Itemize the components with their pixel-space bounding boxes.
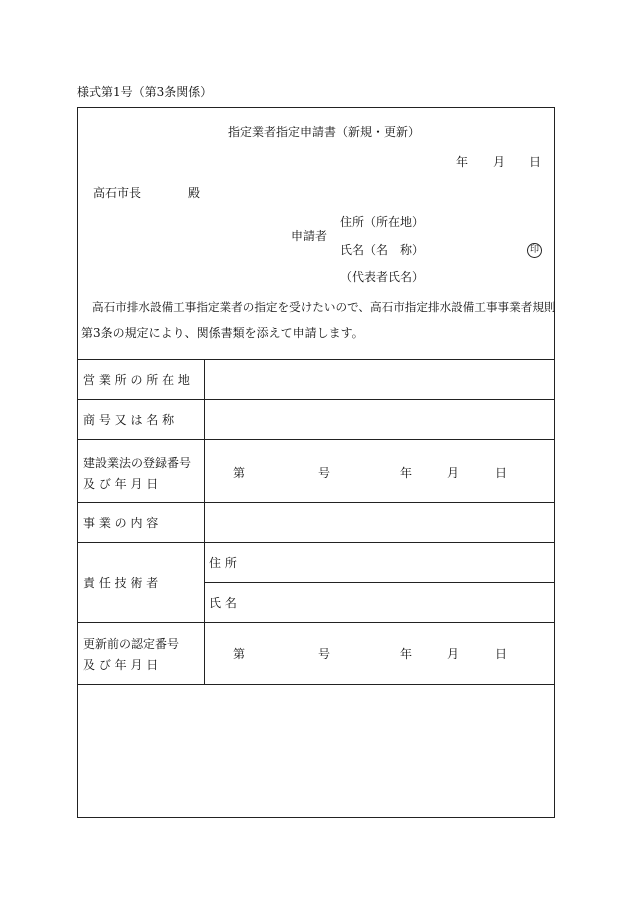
previous-cert-month-label: 月 (447, 647, 460, 661)
registration-number-label-line2: 及 び 年 月 日 (83, 477, 159, 491)
applicant-name-label: 氏名（名 称） (340, 243, 425, 257)
date-year-label: 年 (456, 155, 469, 169)
registration-day-label: 日 (495, 466, 508, 480)
previous-cert-day-label: 日 (495, 647, 508, 661)
previous-cert-label-line2: 及 び 年 月 日 (83, 658, 159, 672)
business-content-label: 事 業 の 内 容 (83, 516, 159, 530)
previous-cert-label-line1: 更新前の認定番号 (83, 637, 180, 651)
applicant-label: 申請者 (291, 229, 328, 243)
office-location-label: 営 業 所 の 所 在 地 (83, 373, 190, 387)
engineer-address-label: 住 所 (209, 556, 237, 570)
trade-name-label: 商 号 又 は 名 称 (83, 413, 175, 427)
previous-cert-year-label: 年 (400, 647, 413, 661)
representative-label: （代表者氏名） (340, 270, 425, 284)
applicant-address-label: 住所（所在地） (340, 215, 425, 229)
honorific: 殿 (188, 186, 201, 200)
addressee: 高石市長 (93, 186, 142, 200)
registration-year-label: 年 (400, 466, 413, 480)
registration-month-label: 月 (447, 466, 460, 480)
date-day-label: 日 (529, 155, 542, 169)
chief-engineer-label: 責 任 技 術 者 (83, 576, 159, 590)
form-title: 指定業者指定申請書（新規・更新） (228, 125, 421, 139)
form-number: 様式第1号（第3条関係） (77, 85, 213, 99)
registration-number-prefix: 第 (233, 466, 246, 480)
application-statement-line2: 第3条の規定により、関係書類を添えて申請します。 (81, 326, 364, 340)
seal-stamp-icon: 印 (527, 243, 542, 258)
business-content-field[interactable] (208, 506, 548, 538)
registration-number-label-line1: 建設業法の登録番号 (83, 456, 192, 470)
office-location-field[interactable] (208, 363, 548, 395)
application-form (77, 107, 555, 818)
previous-cert-number-suffix: 号 (318, 647, 331, 661)
trade-name-field[interactable] (208, 403, 548, 435)
application-statement-line1: 高石市排水設備工事指定業者の指定を受けたいので、高石市指定排水設備工事事業者規則 (92, 300, 556, 314)
engineer-name-label: 氏 名 (209, 596, 237, 610)
date-month-label: 月 (493, 155, 506, 169)
remarks-area[interactable] (82, 688, 550, 813)
previous-cert-number-prefix: 第 (233, 647, 246, 661)
registration-number-suffix: 号 (318, 466, 331, 480)
